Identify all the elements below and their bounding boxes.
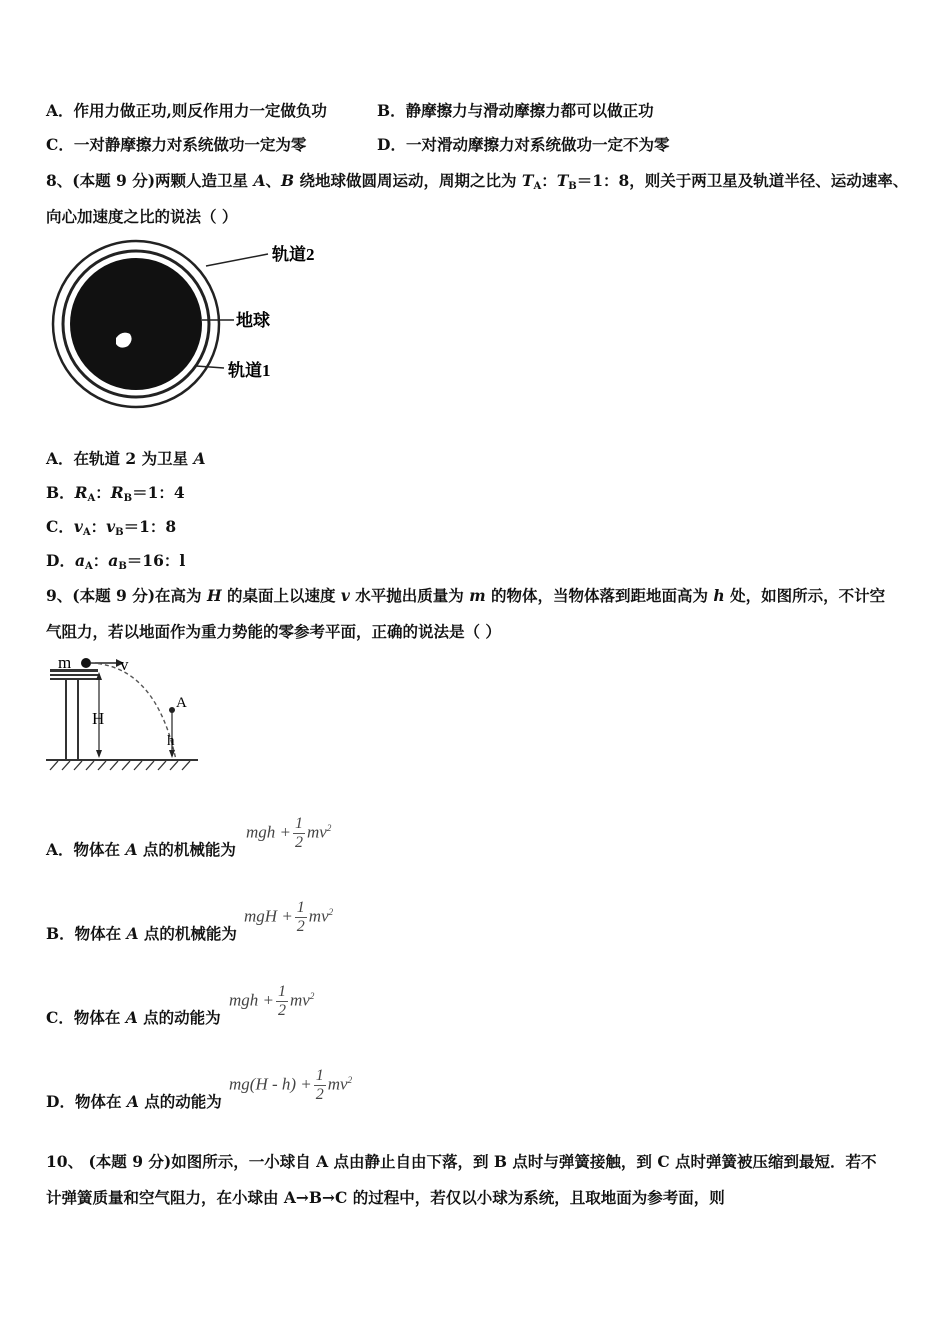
projectile-figure: [46, 652, 206, 777]
q8-option-d: D．$a_A$：$a_B=16$：l: [46, 551, 186, 572]
q7-option-b: B．静摩擦力与滑动摩擦力都可以做正功: [377, 101, 654, 120]
svg-text:v: v: [120, 655, 129, 674]
orbit-1-label: 轨道1: [228, 361, 271, 380]
q7-option-d: D．一对滑动摩擦力对系统做功一定不为零: [377, 135, 670, 154]
earth-disc: [70, 258, 202, 390]
q8-option-b: B．$R_A$：$R_B=1$：4: [46, 483, 185, 504]
q7-option-c: C．一对静摩擦力对系统做功一定为零: [46, 135, 307, 154]
q9-option-c: C．物体在 A 点的动能为: [46, 1008, 221, 1027]
q8-stem-line2: 向心加速度之比的说法（ ）: [46, 207, 238, 226]
orbit-2-label: 轨道2: [272, 245, 315, 264]
q9-stem-line1: 9、(本题 9 分)在高为 H 的桌面上以速度 v 水平抛出质量为 m 的物体，当物体落到距地面高为 h 处，如图所示，不计空: [46, 586, 886, 605]
q9-option-a-formula: mgh + $\frac{1}{2}$ $mv^2$: [246, 815, 332, 851]
q9-stem-line2: 气阻力，若以地面作为重力势能的零参考平面，正确的说法是（ ）: [46, 622, 501, 641]
q7-option-a: A．作用力做正功,则反作用力一定做负功: [46, 101, 327, 120]
svg-text:H: H: [92, 709, 105, 728]
svg-text:A: A: [176, 695, 187, 711]
q9-option-d-formula: mg(H - h) + $\frac{1}{2}$ $mv^2$: [229, 1067, 353, 1103]
q9-option-b: B．物体在 A 点的机械能为: [46, 924, 237, 943]
orbit-figure: [46, 238, 346, 438]
ball: [81, 658, 91, 668]
q10-stem-line2: 计弹簧质量和空气阻力，在小球由 A→B→C 的过程中，若仅以小球为系统，且取地面为参考面，则: [46, 1188, 725, 1207]
svg-text:h: h: [167, 733, 175, 749]
q8-stem-line1: 8、(本题 9 分)两颗人造卫星 A、B 绕地球做圆周运动，周期之比为 $T_A$：$T_B=1$：8，则关于两卫星及轨道半径、运动速率、: [46, 171, 909, 192]
q10-stem-line1: 10、 (本题 9 分)如图所示，一小球自 A 点由静止自由下落，到 B 点时与弹簧接触，到 C 点时弹簧被压缩到最短．若不: [46, 1152, 877, 1171]
q8-option-a: A．在轨道 2 为卫星 A: [46, 449, 206, 468]
q9-option-d: D．物体在 A 点的动能为: [46, 1092, 222, 1111]
earth-label: 地球: [236, 311, 270, 330]
q8-option-c: C．$v_A$：$v_B=1$：8: [46, 517, 177, 538]
svg-text:m: m: [58, 653, 72, 672]
q9-option-c-formula: mgh + $\frac{1}{2}$ $mv^2$: [229, 983, 315, 1019]
q9-option-b-formula: mgH + $\frac{1}{2}$ $mv^2$: [244, 899, 334, 935]
q9-option-a: A．物体在 A 点的机械能为: [46, 840, 236, 859]
